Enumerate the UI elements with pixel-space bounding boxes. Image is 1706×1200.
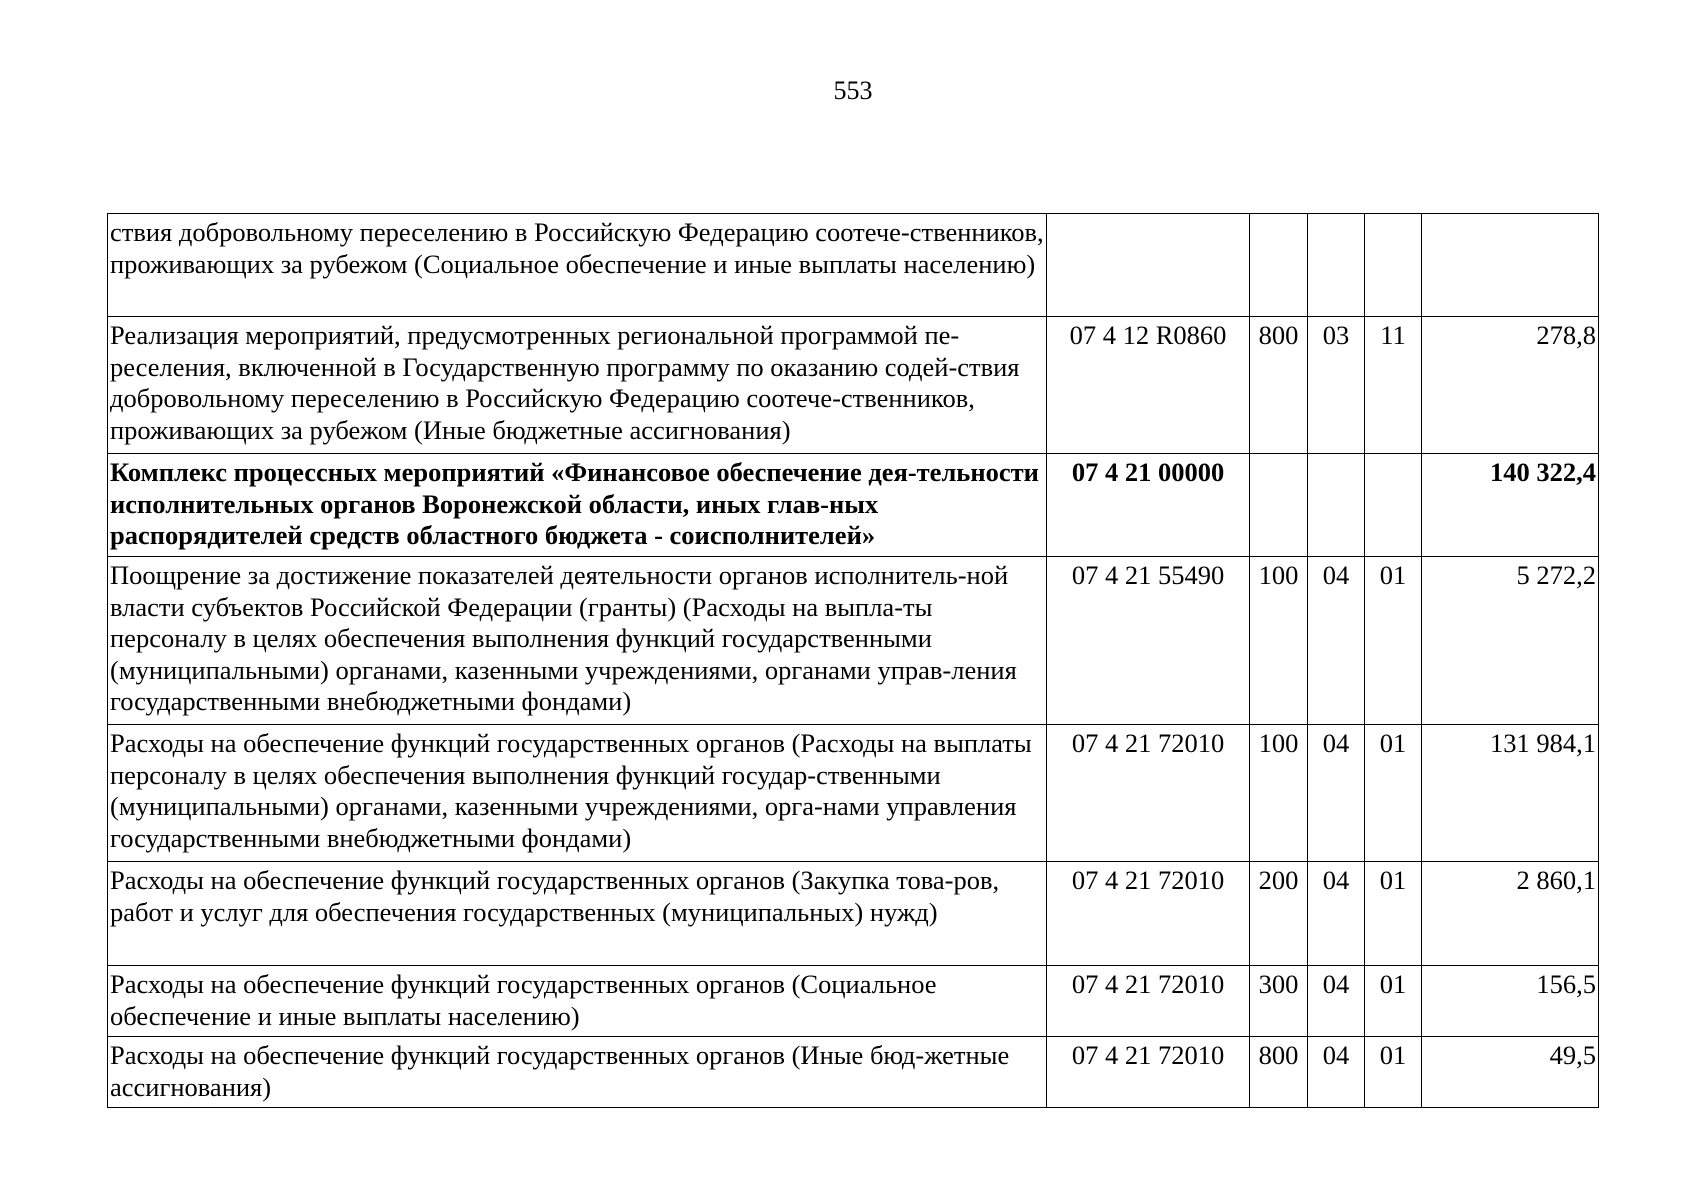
row-subsection: 01 [1365,862,1422,966]
row-amount: 131 984,1 [1422,725,1599,862]
row-subsection: 01 [1365,557,1422,725]
table-row [108,1037,1599,1108]
row-target-code: 07 4 21 72010 [1047,725,1250,862]
row-subsection [1365,214,1422,317]
row-description: Расходы на обеспечение функций государственных органов (Социальное обеспечение и иные выплаты населению) [108,966,1047,1037]
row-section: 04 [1308,966,1365,1037]
row-expense-type: 200 [1250,862,1308,966]
row-amount: 5 272,2 [1422,557,1599,725]
row-expense-type [1250,454,1308,557]
table-row-section-header [108,454,1599,557]
row-subsection: 11 [1365,317,1422,454]
row-expense-type: 800 [1250,1037,1308,1108]
row-expense-type: 300 [1250,966,1308,1037]
row-section: 04 [1308,725,1365,862]
row-description: Расходы на обеспечение функций государственных органов (Иные бюд-жетные ассигнования) [108,1037,1047,1108]
row-target-code: 07 4 12 R0860 [1047,317,1250,454]
table-row [108,862,1599,966]
row-amount: 278,8 [1422,317,1599,454]
budget-table [107,213,1599,1108]
table-row [108,214,1599,317]
row-description: Поощрение за достижение показателей деятельности органов исполнитель-ной власти субъектов Российской Федерации (гранты) (Расходы на выпла-ты персоналу в целях обеспечения выполнения функций государственными (муниципальными) органами, казенными учреждениями, органами управ-ления государственными внебюджетными фондами) [108,557,1047,725]
row-subsection: 01 [1365,725,1422,862]
row-description: ствия добровольному переселению в Российскую Федерацию соотече-ственников, проживающих за рубежом (Социальное обеспечение и иные выплаты населению) [108,214,1047,317]
row-section: 04 [1308,1037,1365,1108]
table-row [108,317,1599,454]
row-section: 04 [1308,557,1365,725]
row-expense-type: 800 [1250,317,1308,454]
row-subsection: 01 [1365,966,1422,1037]
row-target-code: 07 4 21 72010 [1047,966,1250,1037]
row-expense-type [1250,214,1308,317]
row-target-code: 07 4 21 55490 [1047,557,1250,725]
page-number: 553 [833,76,873,105]
row-section: 04 [1308,862,1365,966]
row-amount: 156,5 [1422,966,1599,1037]
row-section [1308,454,1365,557]
table-row [108,966,1599,1037]
table-row [108,725,1599,862]
row-section: 03 [1308,317,1365,454]
row-amount: 49,5 [1422,1037,1599,1108]
row-description: Реализация мероприятий, предусмотренных региональной программой пе-реселения, включенной в Государственную программу по оказанию содей-ствия добровольному переселению в Российскую Федерацию соотече-ственников, проживающих за рубежом (Иные бюджетные ассигнования) [108,317,1047,454]
row-target-code: 07 4 21 72010 [1047,1037,1250,1108]
table-row [108,557,1599,725]
row-target-code: 07 4 21 72010 [1047,862,1250,966]
row-amount [1422,214,1599,317]
row-amount: 140 322,4 [1422,454,1599,557]
row-subsection [1365,454,1422,557]
row-section [1308,214,1365,317]
row-subsection: 01 [1365,1037,1422,1108]
row-target-code: 07 4 21 00000 [1047,454,1250,557]
row-expense-type: 100 [1250,725,1308,862]
row-amount: 2 860,1 [1422,862,1599,966]
row-description: Расходы на обеспечение функций государственных органов (Закупка това-ров, работ и услуг для обеспечения государственных (муниципальных) нужд) [108,862,1047,966]
row-target-code [1047,214,1250,317]
row-description: Расходы на обеспечение функций государственных органов (Расходы на выплаты персоналу в целях обеспечения выполнения функций государ-ственными (муниципальными) органами, казенными учреждениями, орга-нами управления государственными внебюджетными фондами) [108,725,1047,862]
row-description: Комплекс процессных мероприятий «Финансовое обеспечение дея-тельности исполнительных органов Воронежской области, иных глав-ных распорядителей средств областного бюджета - соисполнителей» [108,454,1047,557]
row-expense-type: 100 [1250,557,1308,725]
